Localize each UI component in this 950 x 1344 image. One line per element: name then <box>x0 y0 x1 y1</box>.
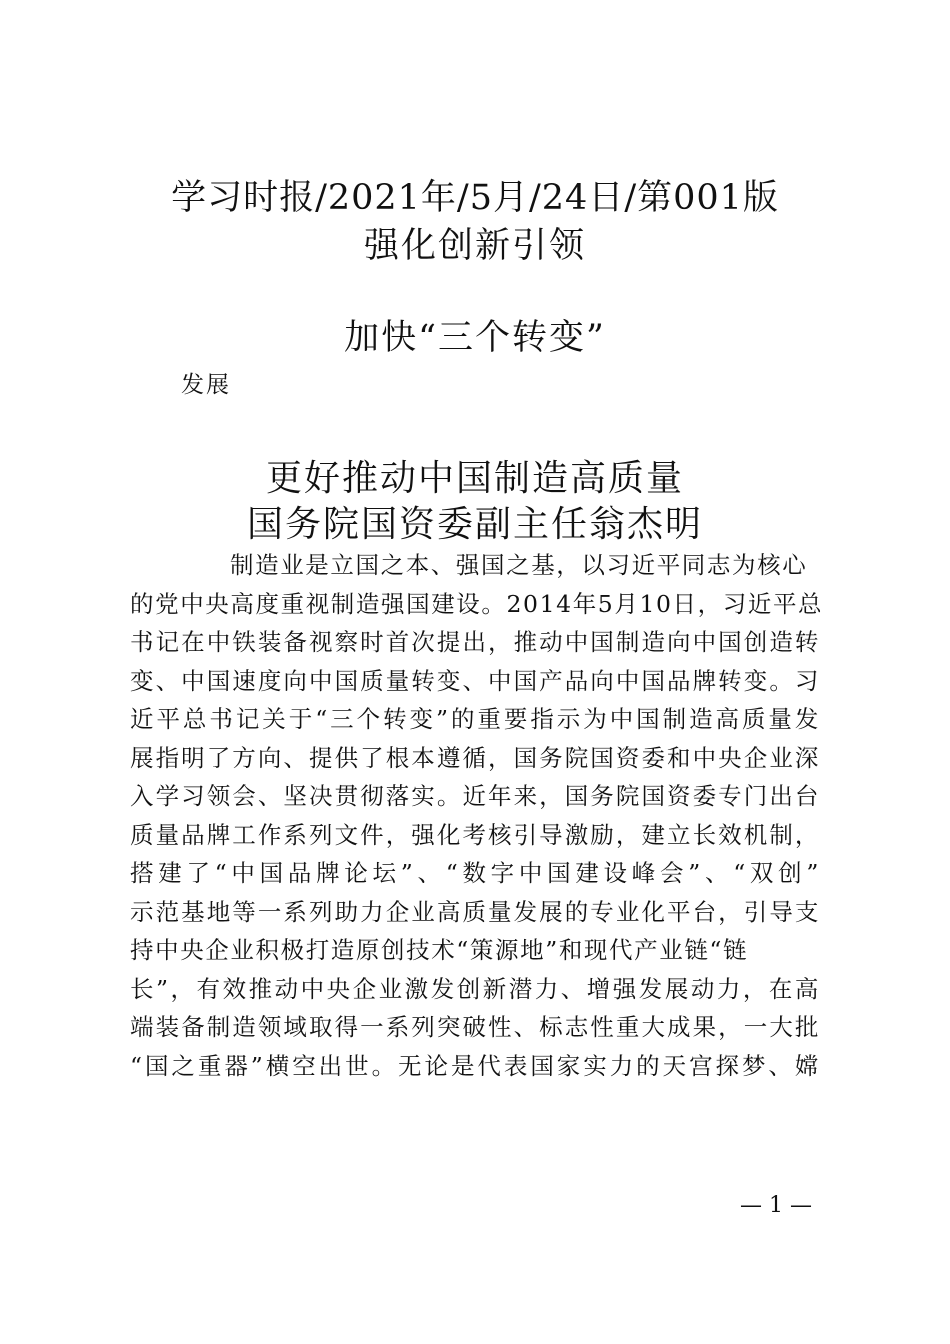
body-line: 制造业是立国之本、强国之基，以习近平同志为核心 <box>230 551 808 579</box>
body-line: 质量品牌工作系列文件，强化考核引导激励，建立长效机制， <box>130 820 820 849</box>
article-body <box>130 546 824 1085</box>
body-line: 变、中国速度向中国质量转变、中国产品向中国品牌转变。习 <box>130 666 820 695</box>
title-line-2: 加快“三个转变” <box>344 318 606 358</box>
source-line: 学习时报/2021年/5月/24日/第001版 <box>171 178 779 218</box>
author-line: 国务院国资委副主任翁杰明 <box>246 504 703 545</box>
page-number: — 1 — <box>740 1193 812 1218</box>
body-line: 端装备制造领域取得一系列突破性、标志性重大成果，一大批 <box>130 1013 820 1041</box>
body-line: “国之重器”横空出世。无论是代表国家实力的天宫探梦、嫦 <box>130 1051 820 1080</box>
body-line: 展指明了方向、提供了根本遵循，国务院国资委和中央企业深 <box>130 743 820 772</box>
title-line-4: 更好推动中国制造高质量 <box>265 458 684 499</box>
body-line: 的党中央高度重视制造强国建设。2014年5月10日，习近平总 <box>130 589 824 618</box>
body-line: 持中央企业积极打造原创技术“策源地”和现代产业链“链 <box>130 936 749 964</box>
body-line: 书记在中铁装备视察时首次提出，推动中国制造向中国创造转 <box>130 628 820 656</box>
body-line: 搭建了“中国品牌论坛”、“数字中国建设峰会”、“双创” <box>130 859 820 887</box>
body-line: 近平总书记关于“三个转变”的重要指示为中国制造高质量发 <box>130 705 820 733</box>
body-line: 入学习领会、坚决贯彻落实。近年来，国务院国资委专门出台 <box>130 782 820 810</box>
body-line: 长”，有效推动中央企业激发创新潜力、增强发展动力，在高 <box>130 974 820 1003</box>
title-line-1: 强化创新引领 <box>363 226 586 266</box>
title-line-3: 发展 <box>181 372 231 398</box>
body-line: 示范基地等一系列助力企业高质量发展的专业化平台，引导支 <box>130 897 820 926</box>
